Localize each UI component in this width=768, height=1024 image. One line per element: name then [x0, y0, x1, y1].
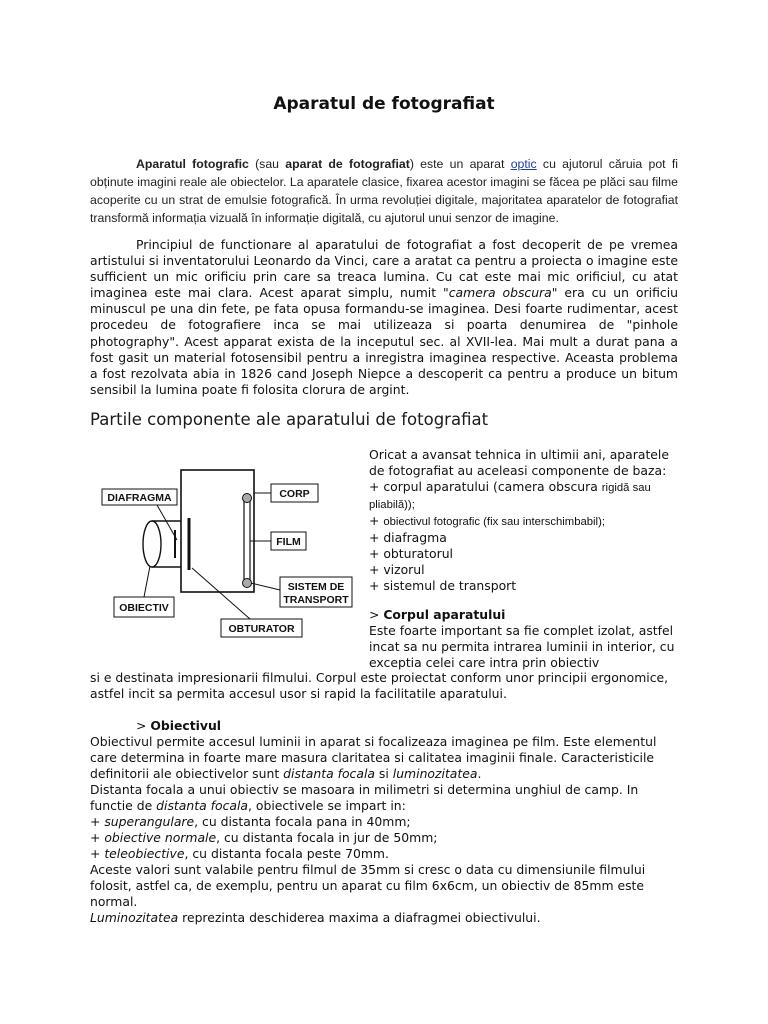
sistem-pointer: [251, 583, 280, 590]
intro-paragraph: [90, 155, 678, 227]
luminozitatea-term: Luminozitatea: [90, 910, 179, 925]
diafragma-label: DIAFRAGMA: [107, 492, 172, 504]
obiectiv-text: Distanta focala a unui obiectiv se masoara in milimetri si determina unghiul de camp. In functie de: [90, 782, 639, 813]
obturator-pointer: [192, 568, 250, 619]
obiectiv-arrow: >: [136, 718, 151, 733]
corp-text-1: Este foarte important sa fie complet izolat, astfel incat sa nu permita intrarea luminii in interior, cu exceptia celei care intra prin obiectiv: [369, 623, 675, 670]
obiectiv-body: [90, 734, 682, 926]
list-item: [90, 830, 682, 846]
obiectiv-text: .: [477, 766, 482, 781]
term-aparat-de-fotografiat: aparat de fotografiat: [285, 157, 410, 171]
corp-text-2: si e destinata impresionarii filmului. Corpul este proiectat conform unor principii ergonomice, astfel incit sa permita accesul usor si rapid la facilitatile aparatului.: [90, 670, 669, 701]
obiectiv-text: , obiectivele se impart in:: [248, 798, 406, 813]
components-intro: Oricat a avansat tehnica in ultimii ani, aparatele de fotografiat au aceleasi componente de baza:: [369, 447, 669, 478]
lens-desc: , cu distanta focala peste 70mm.: [184, 846, 389, 861]
principle-text: " era cu un orificiu minuscul pe una din fete, pe fata opusa formandu-se imaginea. Desi foarte rudimentar, acest procedeu de fotografiere inca se mai utilizeaza si poarta denumirea de "pinhole photography". Acest apparat exista de la inceputul sec. al XVII-lea. Mai mult a durat pana a fost gasit un material fotosensibil pentru a inregistra imaginea respective. Aceasta problema a fost rezolvata abia in 1826 cand Joseph Niepce a descoperit ca pentru a produce un bitum sensibil la lumina poate fi folosita clorura de argint.: [90, 285, 678, 397]
obiectiv-paragraph-3: Aceste valori sunt valabile pentru filmul de 35mm si cresc o data cu dimensiunile filmului folosit, astfel ca, de exemplu, pentru un aparat cu film 6x6cm, un obiectiv de 85mm este normal.: [90, 862, 646, 909]
optic-link[interactable]: optic: [510, 157, 537, 171]
intro-text: (sau: [248, 157, 286, 171]
section-heading: Partile componente ale aparatului de fotografiat: [90, 410, 489, 429]
film-label: FILM: [276, 536, 301, 548]
term-aparatul-fotografic: Aparatul fotografic: [136, 157, 249, 171]
lens-desc: , cu distanta focala pana in 40mm;: [194, 814, 411, 829]
component-item-obiectiv: [369, 513, 605, 528]
distanta-focala-term: distanta focala: [156, 798, 249, 813]
obiectiv-paragraph-1: [90, 734, 682, 782]
film-spool-top: [243, 494, 252, 503]
intro-text: cu ajutorul căruia pot fi obținute imagini reale ale obiectelor. La aparatele clasice, fixarea acestor imagini se făcea pe plăci sau filme acoperite cu un strat de emulsie fotografică. În urma revoluției digitale, majoritatea aparatelor de fotografiat transformă informația vizuală în informație digitală, cu ajutorul unui senzor de imagine.: [90, 157, 678, 225]
film-spool-bottom: [243, 579, 252, 588]
obiectiv-heading: [136, 718, 221, 734]
corp-heading: [369, 607, 505, 623]
component-text: rigidă sau pliabilă));: [369, 482, 651, 511]
obiectiv-heading-text: Obiectivul: [150, 718, 222, 733]
lens-front: [143, 521, 161, 567]
plus-sign: +: [90, 830, 105, 845]
obiectiv-paragraph-2: [90, 782, 682, 814]
component-item-diafragma: + diafragma: [369, 530, 447, 545]
corp-arrow: >: [369, 607, 384, 622]
lens-type: superangulare: [104, 814, 195, 829]
obiectiv-label: OBIECTIV: [119, 602, 169, 614]
principle-paragraph: [90, 237, 678, 398]
plus-sign: +: [90, 846, 105, 861]
lens-type: teleobiective: [104, 846, 185, 861]
corp-heading-text: Corpul aparatului: [383, 607, 506, 622]
components-list: [369, 447, 681, 594]
obiectiv-pointer: [144, 566, 150, 597]
camera-diagram: [100, 462, 362, 642]
principle-text: Principiul de functionare al aparatului de fotografiat a fost decoperit de pe vremea artistului si inventatorului Leonardo da Vinci, care a aratat ca pentru a proiecta o imagine este sufficient un mic orificiu prin care sa treaca lumina. Cu cat este mai mic orificiul, cu atat imaginea este mai clara. Acest aparat simplu, numit ": [90, 237, 678, 301]
intro-text: ) este un aparat: [409, 157, 511, 171]
component-item-vizor: + vizorul: [369, 562, 425, 577]
component-text: obiectivul fotografic (fix sau interschimbabil);: [383, 516, 605, 528]
component-item-corp: [369, 479, 651, 511]
sistem-label-line1: SISTEM DE: [287, 581, 345, 593]
camera-body-shape: [181, 470, 254, 592]
corp-label: CORP: [279, 488, 310, 500]
page-title: Aparatul de fotografiat: [273, 94, 495, 114]
component-item-transport: + sistemul de transport: [369, 578, 517, 593]
component-item-obturator: + obturatorul: [369, 546, 453, 561]
component-text: +: [369, 513, 384, 528]
sistem-label-line2: TRANSPORT: [283, 594, 349, 606]
obiectiv-text: Obiectivul permite accesul luminii in aparat si focalizeaza imaginea pe film. Este elementul care determina in foarte mare masura claritatea si calitatea imaginii finale. Caracteristicile definitorii ale obiectivelor sunt: [90, 734, 657, 781]
luminozitatea-term: luminozitatea: [392, 766, 478, 781]
plus-sign: +: [90, 814, 105, 829]
lens-desc: , cu distanta focala in jur de 50mm;: [216, 830, 438, 845]
lens-type: obiective normale: [104, 830, 217, 845]
obiectiv-paragraph-4: [90, 910, 682, 926]
camera-obscura-term: camera obscura: [448, 285, 552, 301]
list-item: [90, 814, 682, 830]
component-text: + corpul aparatului (camera obscura: [369, 479, 602, 494]
distanta-focala-term: distanta focala: [283, 766, 375, 781]
list-item: [90, 846, 682, 862]
obiectiv-text: reprezinta deschiderea maxima a diafragmei obiectivului.: [178, 910, 541, 925]
obturator-label: OBTURATOR: [228, 623, 295, 635]
obiectiv-text: si: [374, 766, 393, 781]
